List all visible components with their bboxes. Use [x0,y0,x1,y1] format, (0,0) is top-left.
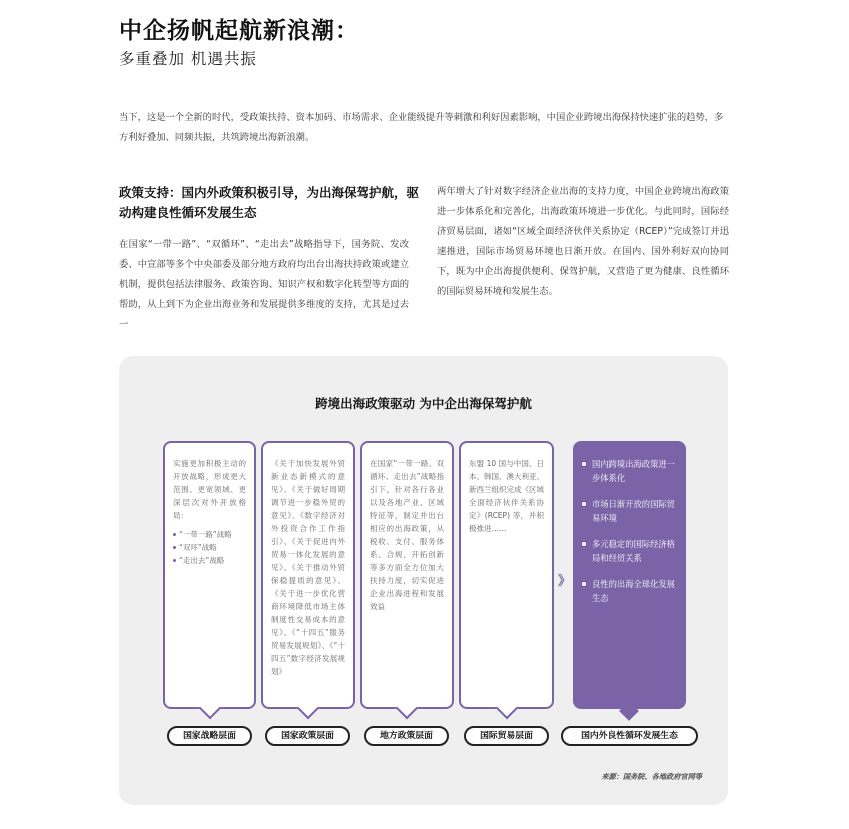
page-subtitle: 多重叠加 机遇共振 [119,50,257,68]
card-pointer [396,697,419,720]
card-local-policy [360,441,454,709]
card-outcome [573,441,686,709]
card-pointer [619,701,639,721]
label-national-policy: 国家政策层面 [265,726,350,746]
list-item: 国内跨境出海政策进一步体系化 [582,457,678,485]
list-item: 多元稳定的国际经济格局和经贸关系 [582,537,678,565]
body-column-right: 两年增大了针对数字经济企业出海的支持力度，中国企业跨境出海政策进一步体系化和完善化，出海政策环境进一步优化。与此同时，国际经济贸易层面，诸如“区域全面经济伙伴关系协定（RCEP）”完成签订并迅速推进，国际市场贸易环境也日渐开放。在国内、国外利好双向协同下，既为中企出海提供便利、保驾护航，又营造了更为健康、良性循环的国际贸易环境和发展生态。 [437,186,729,297]
section-heading: 政策支持：国内外政策积极引导，为出海保驾护航，驱动构建良性循环发展生态 [119,185,420,220]
card-pointer [495,697,518,720]
double-chevron-right-icon: 》 [558,574,572,589]
card-international-trade [459,441,554,709]
card-description: 实施更加积极主动的开放战略，形成更大范围、更宽领域、更深层次对外开放格局： [173,459,246,520]
outcome-list [582,457,678,617]
list-item: “双环”战略 [173,541,246,554]
intro-paragraph: 当下，这是一个全新的时代，受政策扶持、资本加码、市场需求、企业能级提升等刺激和利好因素影响，中国企业跨境出海保持快速扩张的趋势，多方利好叠加、同频共振，共筑跨境出海新浪潮。 [119,112,724,143]
label-outcome: 国内外良性循环发展生态 [561,726,698,746]
diagram-title: 跨境出海政策驱动 为中企出海保驾护航 [315,396,532,411]
list-item: 良性的出海全球化发展生态 [582,577,678,605]
card-text: 在国家“一带一路、双循环、走出去”战略指引下，针对各行各业以及各地产业、区域特征等，制定并出台相应的出海政策，从税收、支付、服务体系、合规、开拓创新等多方面全方位加大扶持力度，切实促进企业出海进程和发展效益 [370,459,444,611]
card-text: 《关于加快发展外贸新业态新模式的意见》、《关于做好周期调节进一步稳外贸的意见》、《数字经济对外投资合作工作指引》、《关于促进内外贸易一体化发展的意见》、《关于推动外贸保稳提质的意见》、《关于进一步优化营商环境降低市场主体制度性交易成本的意见》、《“十四五”服务贸易发展规划》、《“十四五”数字经济发展规划》 [271,459,345,676]
card-pointer [297,697,320,720]
page-title: 中企扬帆起航新浪潮： [119,18,359,44]
list-item: 市场日渐开放的国际贸易环境 [582,497,678,525]
card-text: 东盟 10 国与中国、日本、韩国、澳大利亚、新西兰组织完成《区域全面经济伙伴关系协定》(RCEP) 等，并积极推进…… [469,459,544,533]
strategy-list [173,528,246,567]
card-national-policy [261,441,355,709]
card-text [173,457,246,567]
label-national-strategy: 国家战略层面 [167,726,252,746]
source-note: 来源：国务院、各地政府官网等 [601,772,702,781]
list-item: “走出去”战略 [173,554,246,567]
list-item: “一带一路”战略 [173,528,246,541]
policy-diagram-panel [119,356,728,805]
card-pointer [198,697,221,720]
body-column-left: 在国家“一带一路”、“双循环”、“走出去”战略指导下，国务院、发改委、中宣部等多个中央部委及部分地方政府均出台出海扶持政策或建立机制，提供包括法律服务、政策咨询、知识产权和数字化转型等方面的帮助，从上到下为企业出海业务和发展提供多维度的支持，尤其是过去一 [119,239,409,330]
label-international-trade: 国际贸易层面 [464,726,549,746]
card-national-strategy [163,441,256,709]
label-local-policy: 地方政策层面 [364,726,449,746]
